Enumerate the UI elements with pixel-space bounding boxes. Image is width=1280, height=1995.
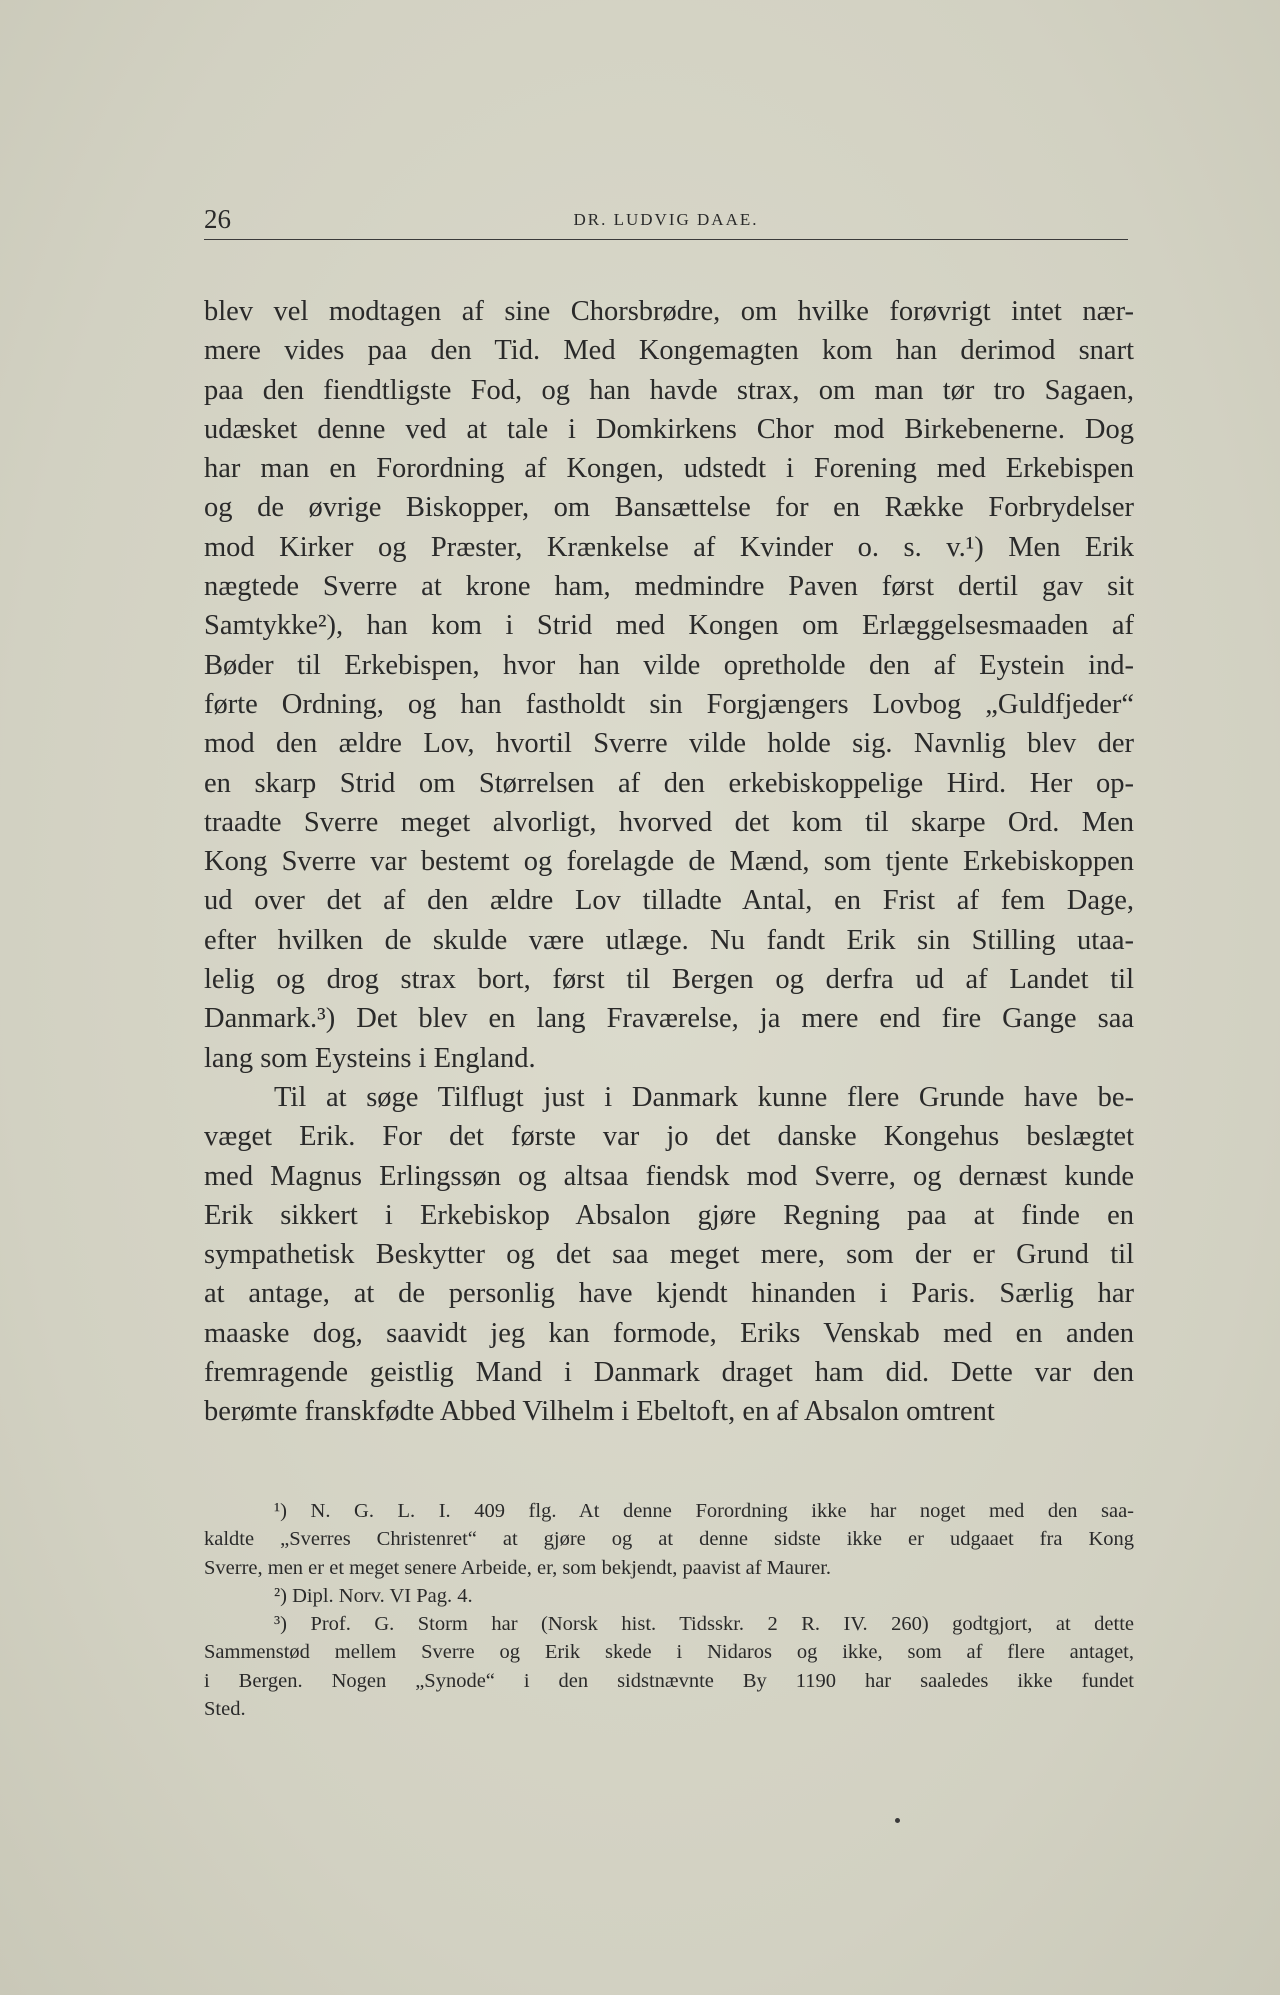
footnote-3: [204, 1610, 1134, 1723]
text-line: en skarp Strid om Størrelsen af den erkebiskoppelige Hird. Her op-: [204, 767, 1134, 799]
text-line: efter hvilken de skulde være utlæge. Nu fandt Erik sin Stilling utaa-: [204, 924, 1134, 956]
text-line: nægtede Sverre at krone ham, medmindre Paven først dertil gav sit: [204, 571, 1134, 603]
text-line: mod den ældre Lov, hvortil Sverre vilde holde sig. Navnlig blev der: [204, 728, 1134, 760]
text-line: blev vel modtagen af sine Chorsbrødre, om hvilke forøvrigt intet nær-: [204, 296, 1134, 327]
paper-speck: [895, 1818, 900, 1823]
footnote-2: [204, 1582, 1134, 1610]
footnote-line: ³) Prof. G. Storm har (Norsk hist. Tidsskr. 2 R. IV. 260) godtgjort, at dette: [274, 1613, 1134, 1636]
text-line: Bøder til Erkebispen, hvor han vilde opretholde den af Eystein ind-: [204, 649, 1134, 681]
text-line: væget Erik. For det første var jo det danske Kongehus beslægtet: [204, 1121, 1134, 1153]
paragraph-1: [204, 292, 1134, 1078]
footnotes: [204, 1497, 1134, 1723]
text-line: sympathetisk Beskytter og det saa meget mere, som der er Grund til: [204, 1239, 1134, 1271]
text-line: har man en Forordning af Kongen, udstedt i Forening med Erkebispen: [204, 453, 1134, 485]
text-line: Til at søge Tilflugt just i Danmark kunne flere Grunde have be-: [274, 1081, 1134, 1113]
footnote-line: ²) Dipl. Norv. VI Pag. 4.: [274, 1584, 473, 1607]
footnote-line: i Bergen. Nogen „Synode“ i den sidstnævnte By 1190 har saaledes ikke fundet: [204, 1669, 1134, 1692]
footnote-1: [204, 1497, 1134, 1582]
footnote-line: ¹) N. G. L. I. 409 flg. At denne Forordning ikke har noget med den saa-: [274, 1500, 1134, 1522]
footnote-line: kaldte „Sverres Christenret“ at gjøre og at denne sidste ikke er udgaaet fra Kong: [204, 1528, 1134, 1551]
text-line: Kong Sverre var bestemt og forelagde de Mænd, som tjente Erkebiskoppen: [204, 846, 1134, 878]
body-text: [204, 292, 1134, 1432]
footnote-line: Sted.: [204, 1698, 246, 1721]
running-head: DR. LUDVIG DAAE.: [573, 210, 759, 229]
footnote-line: Sverre, men er et meget senere Arbeide, er, som bekjendt, paavist af Maurer.: [204, 1556, 832, 1579]
footnote-line: Sammenstød mellem Sverre og Erik skede i Nidaros og ikke, som af flere antaget,: [204, 1641, 1134, 1664]
page-header: [204, 203, 1128, 240]
text-line: maaske dog, saavidt jeg kan formode, Eriks Venskab med en anden: [204, 1317, 1134, 1349]
text-line: lelig og drog strax bort, først til Bergen og derfra ud af Landet til: [204, 964, 1134, 996]
text-line: mere vides paa den Tid. Med Kongemagten kom han derimod snart: [204, 335, 1134, 367]
page-number: 26: [204, 204, 231, 234]
text-line: traadte Sverre meget alvorligt, hvorved det kom til skarpe Ord. Men: [204, 806, 1134, 838]
text-line: berømte franskfødte Abbed Vilhelm i Ebeltoft, en af Absalon omtrent: [204, 1396, 995, 1428]
text-line: Danmark.³) Det blev en lang Fraværelse, ja mere end fire Gange saa: [204, 1003, 1134, 1035]
text-line: og de øvrige Biskopper, om Bansættelse for en Række Forbrydelser: [204, 492, 1134, 524]
text-line: udæsket denne ved at tale i Domkirkens Chor mod Birkebenerne. Dog: [204, 413, 1134, 445]
text-line: førte Ordning, og han fastholdt sin Forgjængers Lovbog „Guldfjeder“: [204, 688, 1134, 720]
text-line: paa den fiendtligste Fod, og han havde strax, om man tør tro Sagaen,: [204, 374, 1134, 406]
text-line: ud over det af den ældre Lov tilladte Antal, en Frist af fem Dage,: [204, 885, 1134, 917]
text-line: med Magnus Erlingssøn og altsaa fiendsk mod Sverre, og dernæst kunde: [204, 1160, 1134, 1192]
text-line: lang som Eysteins i England.: [204, 1042, 536, 1074]
text-line: Erik sikkert i Erkebiskop Absalon gjøre Regning paa at finde en: [204, 1199, 1134, 1231]
text-line: fremragende geistlig Mand i Danmark draget ham did. Dette var den: [204, 1357, 1134, 1389]
text-line: Samtykke²), han kom i Strid med Kongen om Erlæggelsesmaaden af: [204, 610, 1134, 642]
text-line: at antage, at de personlig have kjendt hinanden i Paris. Særlig har: [204, 1278, 1134, 1310]
text-line: mod Kirker og Præster, Krænkelse af Kvinder o. s. v.¹) Men Erik: [204, 531, 1134, 563]
paragraph-2: [204, 1078, 1134, 1432]
